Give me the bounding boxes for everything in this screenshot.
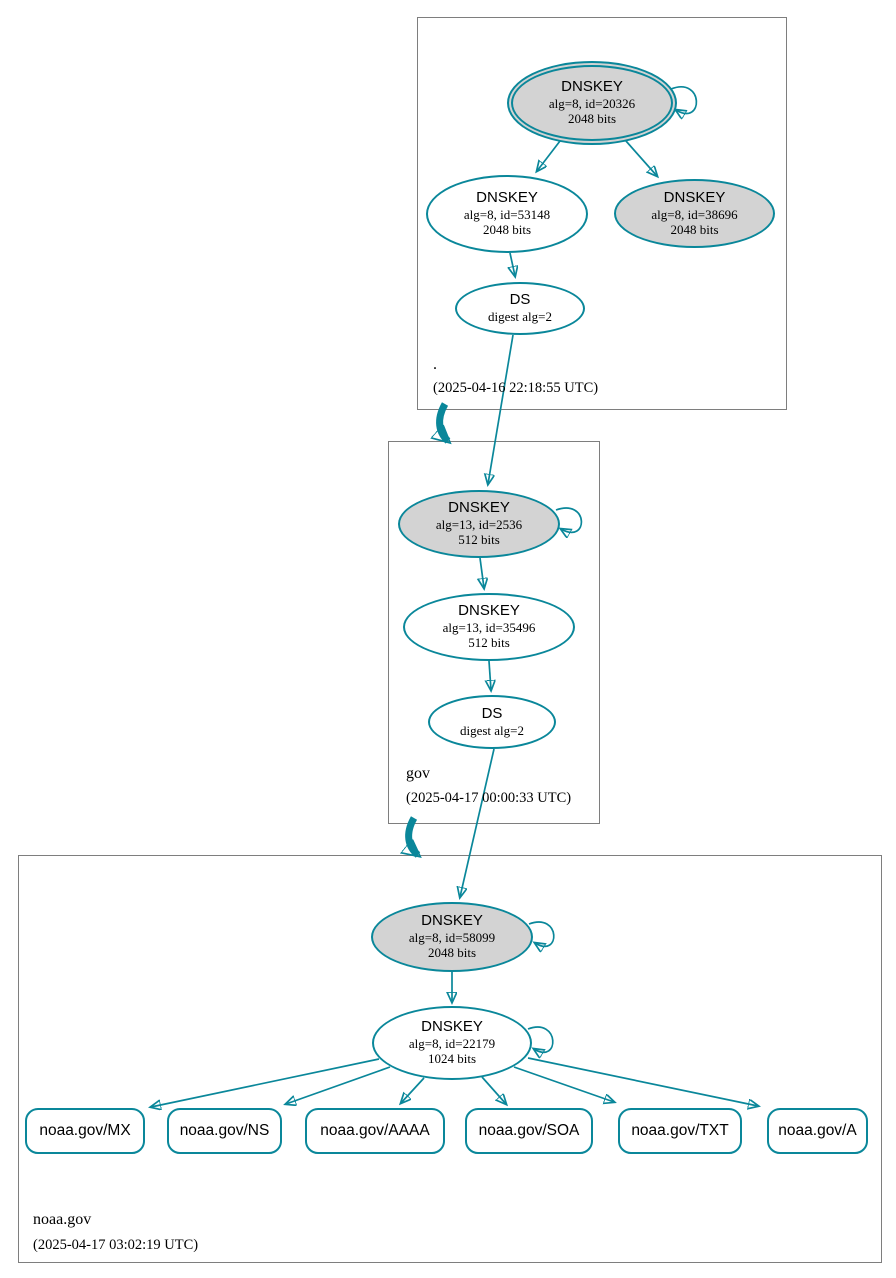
noaa-zsk-dnskey-node	[372, 1006, 532, 1080]
node-detail: alg=8, id=20326	[548, 96, 636, 112]
node-detail: 1024 bits	[427, 1051, 477, 1067]
node-detail: 2048 bits	[670, 221, 719, 237]
node-detail: 2048 bits	[567, 111, 617, 127]
root-dnskey-38696-node	[614, 179, 775, 248]
record-noaa-gov-a	[767, 1108, 868, 1154]
node-title: DNSKEY	[448, 499, 510, 517]
node-detail: alg=8, id=38696	[651, 206, 738, 222]
node-detail: 512 bits	[468, 635, 510, 651]
record-label: noaa.gov/NS	[179, 1122, 270, 1139]
record-label: noaa.gov/A	[778, 1122, 857, 1139]
node-detail: 2048 bits	[427, 945, 477, 961]
node-title: DS	[509, 291, 531, 309]
zone-label-gov: gov	[406, 765, 430, 782]
gov-zsk-dnskey-node	[403, 593, 575, 661]
node-title: DNSKEY	[476, 189, 538, 207]
node-detail: digest alg=2	[459, 722, 525, 738]
noaa-ksk-dnskey-node	[371, 902, 533, 972]
zone-timestamp-noaa-gov: (2025-04-17 03:02:19 UTC)	[33, 1237, 199, 1253]
node-detail: alg=8, id=53148	[463, 207, 551, 223]
root-ksk-dnskey-node	[507, 61, 677, 145]
gov-ds-node	[428, 695, 556, 749]
gov-ksk-dnskey-node	[398, 490, 560, 558]
record-label: noaa.gov/TXT	[631, 1122, 729, 1139]
node-detail: digest alg=2	[487, 309, 553, 325]
node-title: DNSKEY	[458, 602, 520, 620]
node-detail: 2048 bits	[482, 222, 532, 238]
root-zsk-dnskey-node	[426, 175, 588, 253]
node-title: DNSKEY	[421, 1018, 483, 1036]
record-noaa-gov-mx	[25, 1108, 145, 1154]
record-noaa-gov-txt	[618, 1108, 742, 1154]
node-title: DNSKEY	[663, 188, 726, 206]
record-label: noaa.gov/AAAA	[320, 1122, 430, 1139]
node-title: DNSKEY	[561, 78, 623, 96]
zone-timestamp-root: (2025-04-16 22:18:55 UTC)	[433, 380, 599, 396]
record-label: noaa.gov/SOA	[478, 1122, 580, 1139]
zone-label-root: .	[433, 356, 437, 373]
node-detail: alg=8, id=22179	[408, 1036, 496, 1052]
node-title: DNSKEY	[421, 912, 483, 930]
record-noaa-gov-aaaa	[305, 1108, 445, 1154]
node-title: DS	[481, 704, 503, 722]
node-detail: alg=13, id=35496	[442, 620, 536, 636]
node-detail: 512 bits	[458, 532, 500, 548]
record-noaa-gov-ns	[167, 1108, 282, 1154]
node-detail: alg=8, id=58099	[408, 930, 496, 946]
record-label: noaa.gov/MX	[39, 1122, 131, 1139]
zone-label-noaa-gov: noaa.gov	[33, 1211, 92, 1228]
node-detail: alg=13, id=2536	[435, 517, 523, 533]
record-noaa-gov-soa	[465, 1108, 593, 1154]
zone-timestamp-gov: (2025-04-17 00:00:33 UTC)	[406, 790, 572, 806]
root-ds-node	[455, 282, 585, 335]
